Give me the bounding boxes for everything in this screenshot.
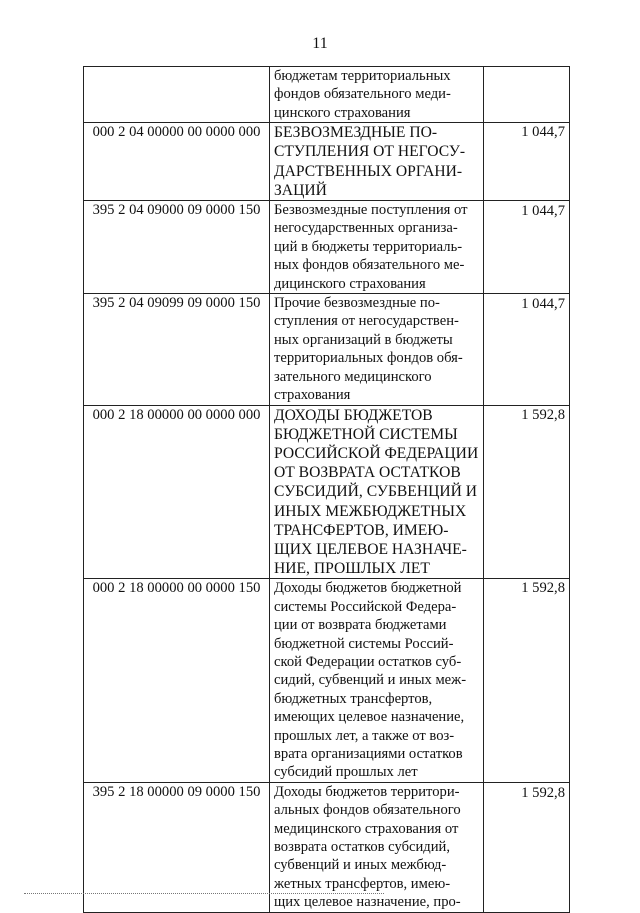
income-name-cell: бюджетам территориальных фондов обязательного меди- цинского страхования [270, 67, 484, 123]
page-number: 11 [312, 35, 328, 52]
budget-code-cell: 395 2 18 00000 09 0000 150 [84, 782, 270, 912]
table-row [84, 405, 570, 579]
budget-code-cell [84, 67, 270, 123]
budget-table [83, 66, 570, 913]
budget-code-cell: 395 2 04 09000 09 0000 150 [84, 201, 270, 294]
budget-code-cell: 395 2 04 09099 09 0000 150 [84, 294, 270, 405]
table-row [84, 294, 570, 405]
income-name-cell: БЕЗВОЗМЕЗДНЫЕ ПО- СТУПЛЕНИЯ ОТ НЕГОСУ- ДАРСТВЕННЫХ ОРГАНИ- ЗАЦИЙ [270, 123, 484, 201]
table-row [84, 123, 570, 201]
amount-cell: 1 044,7 [484, 201, 570, 294]
income-name-cell: Прочие безвозмездные по- ступления от негосударствен- ных организаций в бюджеты территориальных фондов обя- зательного медицинского страхования [270, 294, 484, 405]
amount-cell: 1 592,8 [484, 782, 570, 912]
table-row [84, 579, 570, 782]
income-name-cell: ДОХОДЫ БЮДЖЕТОВ БЮДЖЕТНОЙ СИСТЕМЫ РОССИЙСКОЙ ФЕДЕРАЦИИ ОТ ВОЗВРАТА ОСТАТКОВ СУБСИДИЙ, СУБВЕНЦИЙ И ИНЫХ МЕЖБЮДЖЕТНЫХ ТРАНСФЕРТОВ, ИМЕЮ- ЩИХ ЦЕЛЕВОЕ НАЗНАЧЕ- НИЕ, ПРОШЛЫХ ЛЕТ [270, 405, 484, 579]
budget-code-cell: 000 2 18 00000 00 0000 000 [84, 405, 270, 579]
amount-cell: 1 592,8 [484, 579, 570, 782]
table-row [84, 67, 570, 123]
amount-cell: 1 044,7 [484, 123, 570, 201]
amount-cell: 1 592,8 [484, 405, 570, 579]
income-name-cell: Безвозмездные поступления от негосударственных организа- ций в бюджеты территориаль- ных фондов обязательного ме- дицинского страхования [270, 201, 484, 294]
income-name-cell: Доходы бюджетов бюджетной системы Российской Федера- ции от возврата бюджетами бюджетной системы Россий- ской Федерации остатков суб- сидий, субвенций и иных меж- бюджетных трансфертов, имеющих целевое назначение, прошлых лет, а также от воз- врата организациями остатков субсидий прошлых лет [270, 579, 484, 782]
income-name-cell: Доходы бюджетов территори- альных фондов обязательного медицинского страхования от возврата остатков субсидий, субвенций и иных межбюд- жетных трансфертов, имею- щих целевое назначение, про- [270, 782, 484, 912]
budget-code-cell: 000 2 18 00000 00 0000 150 [84, 579, 270, 782]
table-row [84, 201, 570, 294]
footer-divider [24, 893, 384, 894]
amount-cell [484, 67, 570, 123]
amount-cell: 1 044,7 [484, 294, 570, 405]
budget-code-cell: 000 2 04 00000 00 0000 000 [84, 123, 270, 201]
